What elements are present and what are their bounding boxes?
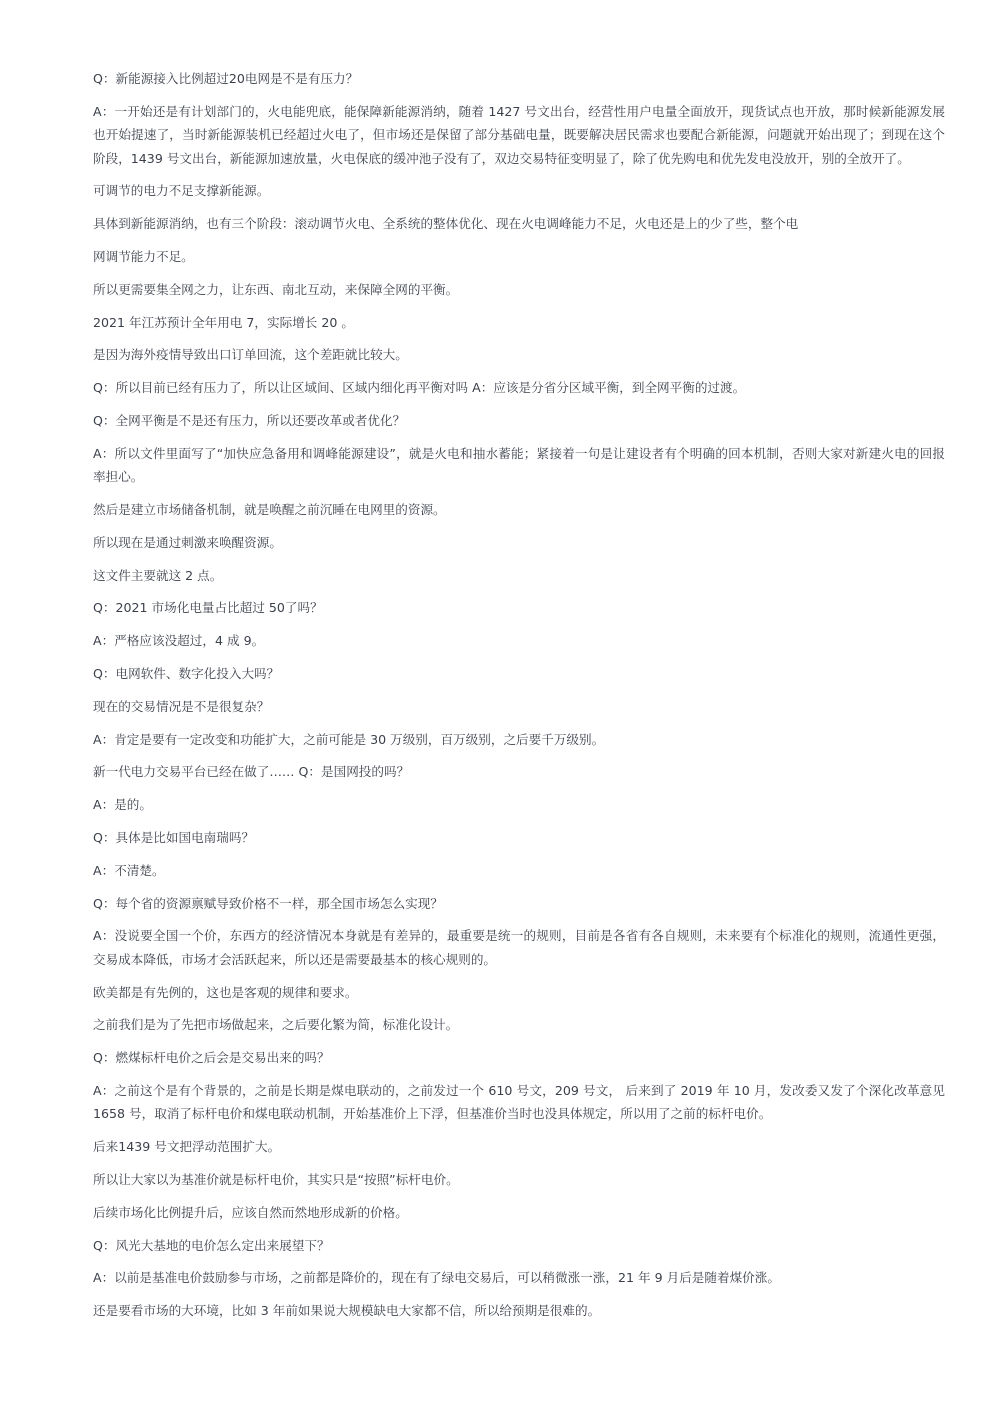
paragraph-new-platform: 新一代电力交易平台已经在做了…… Q：是国网投的吗？ xyxy=(93,764,410,780)
paragraph-new-price: 后续市场化比例提升后，应该自然而然地形成新的价格。 xyxy=(93,1204,408,1220)
paragraph-simplify: 之前我们是为了先把市场做起来，之后要化繁为简，标准化设计。 xyxy=(93,1017,459,1033)
paragraph-two-points: 这文件主要就这 2 点。 xyxy=(93,567,223,583)
paragraph-q-regional-balance: Q：所以目前已经有压力了，所以让区域间、区域内细化再平衡对吗 A：应该是分省分区域平衡，到全网平衡的过渡。 xyxy=(93,380,746,396)
paragraph-a-unified-rules: A：没说要全国一个价，东西方的经济情况本身就是有差异的，最重要是统一的规则，目前是各省有各自规则，未来要有个标准化的规则，流通性更强，交易成本降低，市场才会活跃起来，所以还是需要最基本的核心规则的。 xyxy=(93,928,945,967)
paragraph-export-orders: 是因为海外疫情导致出口订单回流，这个差距就比较大。 xyxy=(93,347,408,363)
paragraph-a-yes: A：是的。 xyxy=(93,797,152,813)
paragraph-a-scale: A：肯定是要有一定改变和功能扩大，之前可能是 30 万级别，百万级别，之后要千万级别。 xyxy=(93,731,605,747)
paragraph-q-wind-solar: Q：风光大基地的电价怎么定出来展望下？ xyxy=(93,1237,330,1253)
paragraph-precedent: 欧美都是有先例的，这也是客观的规律和要求。 xyxy=(93,984,358,1000)
paragraph-q-nari: Q：具体是比如国电南瑞吗？ xyxy=(93,829,255,845)
paragraph-wake-resources: 所以现在是通过刺激来唤醒资源。 xyxy=(93,534,282,550)
paragraph-q-reform: Q：全网平衡是不是还有压力，所以还要改革或者优化？ xyxy=(93,412,406,428)
paragraph-market-reserve: 然后是建立市场储备机制，就是唤醒之前沉睡在电网里的资源。 xyxy=(93,501,446,517)
paragraph-a-benchmark-history: A：之前这个是有个背景的，之前是长期是煤电联动的，之前发过一个 610 号文，209 号文， 后来到了 2019 年 10 月，发改委又发了个深化改革意见 1658 号，取消了标杆电价和煤电联动机制，开始基准价上下浮，但基准价当时也没具体规定，所以用了之前的标杆电价。 xyxy=(93,1082,945,1122)
paragraph-q-market-share: Q：2021 市场化电量占比超过 50了吗？ xyxy=(93,600,323,616)
document-body xyxy=(93,67,945,1332)
paragraph-a-unclear: A：不清楚。 xyxy=(93,862,165,878)
paragraph-q-national-market: Q：每个省的资源禀赋导致价格不一样，那全国市场怎么实现？ xyxy=(93,895,443,911)
paragraph-whole-grid-balance: 所以更需要集全网之力，让东西、南北互动，来保障全网的平衡。 xyxy=(93,281,459,297)
paragraph-according-to: 所以让大家以为基准价就是标杆电价，其实只是“按照”标杆电价。 xyxy=(93,1171,459,1187)
paragraph-jiangsu-2021: 2021 年江苏预计全年用电 7，实际增长 20 。 xyxy=(93,314,355,330)
paragraph-trading-complexity: 现在的交易情况是不是很复杂？ xyxy=(93,698,270,714)
paragraph-grid-regulation: 网调节能力不足。 xyxy=(93,249,194,264)
paragraph-insufficient-regulation: 可调节的电力不足支撑新能源。 xyxy=(93,183,270,199)
paragraph-q-new-energy-ratio: Q：新能源接入比例超过20电网是不是有压力？ xyxy=(93,71,359,86)
paragraph-a-emergency-backup: A：所以文件里面写了“加快应急备用和调峰能源建设”，就是火电和抽水蓄能；紧接着一句是让建设者有个明确的回本机制，否则大家对新建火电的回报率担心。 xyxy=(93,445,945,485)
paragraph-a-new-energy-stages: A：一开始还是有计划部门的，火电能兜底，能保障新能源消纳，随着 1427 号文出台，经营性用户电量全面放开，现货试点也开放，那时候新能源发展也开始提速了，当时新能源装机已经超过火电了，但市场还是保留了部分基础电量，既要解决居民需求也要配合新能源，问题就开始出现了；到现在这个阶段，1439 号文出台，新能源加速放量，火电保底的缓冲池子没有了，双边交易特征变明显了，除了优先购电和优先发电没放开，别的全放开了。 xyxy=(93,103,945,166)
paragraph-three-stages: 具体到新能源消纳，也有三个阶段：滚动调节火电、全系统的整体优化、现在火电调峰能力不足，火电还是上的少了些，整个电 xyxy=(93,216,799,232)
paragraph-market-environment: 还是要看市场的大环境，比如 3 年前如果说大规模缺电大家都不信，所以给预期是很难的。 xyxy=(93,1303,601,1319)
paragraph-a-market-share: A：严格应该没超过，4 成 9。 xyxy=(93,633,265,649)
paragraph-q-benchmark-price: Q：燃煤标杆电价之后会是交易出来的吗？ xyxy=(93,1050,330,1066)
paragraph-float-range: 后来1439 号文把浮动范围扩大。 xyxy=(93,1139,281,1155)
paragraph-a-green-power: A：以前是基准电价鼓励参与市场，之前都是降价的，现在有了绿电交易后，可以稍微涨一涨，21 年 9 月后是随着煤价涨。 xyxy=(93,1270,780,1286)
paragraph-q-digital-investment: Q：电网软件、数字化投入大吗？ xyxy=(93,665,280,681)
